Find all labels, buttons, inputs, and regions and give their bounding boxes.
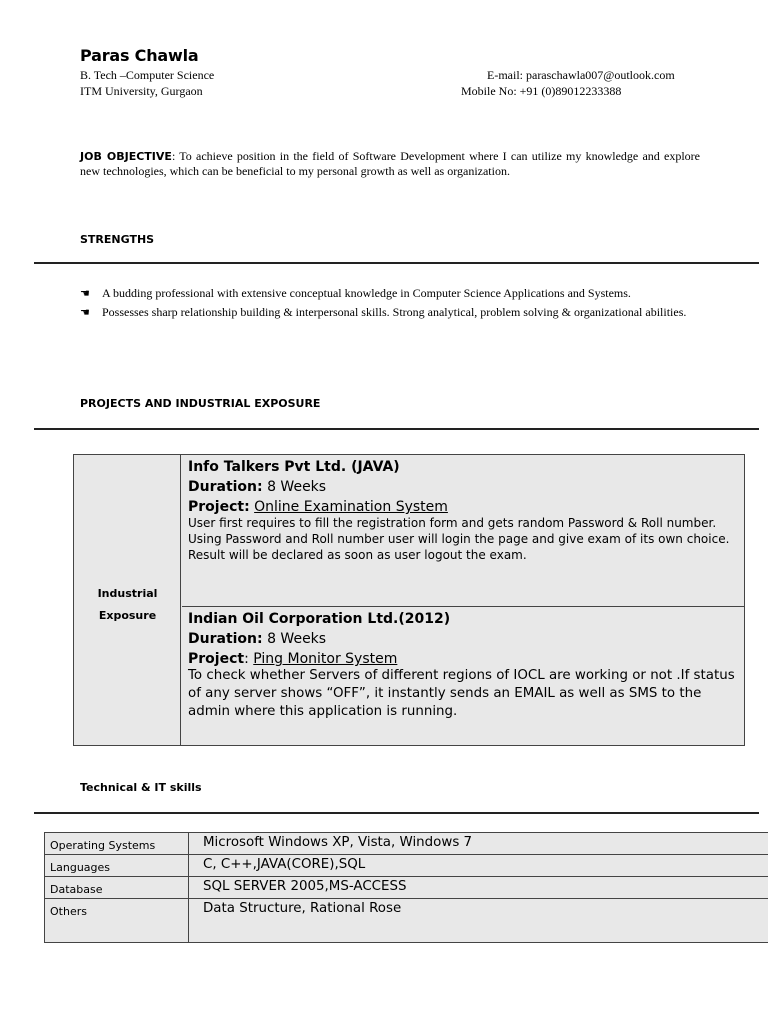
pointing-hand-icon: ☚ bbox=[80, 306, 90, 319]
table-row bbox=[45, 899, 768, 943]
skill-value: Microsoft Windows XP, Vista, Windows 7 bbox=[189, 833, 768, 855]
skill-key: Database bbox=[45, 877, 189, 899]
skill-key: Operating Systems bbox=[45, 833, 189, 855]
job-objective bbox=[80, 149, 700, 179]
exposure-label-line1: Industrial bbox=[97, 587, 158, 600]
strengths-heading: STRENGTHS bbox=[80, 233, 155, 246]
list-item: ☚ A budding professional with extensive conceptual knowledge in Computer Science Applications and Systems. bbox=[80, 286, 631, 300]
objective-label: JOB OBJECTIVE bbox=[80, 150, 172, 163]
project-line: Project: Online Examination System bbox=[188, 499, 448, 515]
skill-value: SQL SERVER 2005,MS-ACCESS bbox=[189, 877, 768, 899]
projects-heading: PROJECTS AND INDUSTRIAL EXPOSURE bbox=[80, 397, 321, 410]
project-description: To check whether Servers of different regions of IOCL are working or not .If status of any server shows “OFF”, it instantly sends an EMAIL as well as SMS to the admin where this application is running. bbox=[188, 668, 735, 719]
industrial-exposure-table bbox=[73, 454, 745, 746]
skill-value: C, C++,JAVA(CORE),SQL bbox=[189, 855, 768, 877]
table-row bbox=[45, 877, 768, 899]
strengths-list bbox=[80, 286, 702, 324]
list-item: ☚ Possesses sharp relationship building & interpersonal skills. Strong analytical, problem solving & organizational abilities. bbox=[80, 305, 687, 319]
duration: Duration: 8 Weeks bbox=[188, 631, 327, 647]
project-line: Project: Ping Monitor System bbox=[188, 651, 398, 667]
table-row bbox=[45, 855, 768, 877]
skills-table bbox=[44, 832, 768, 943]
project-entry bbox=[182, 455, 744, 607]
skills-heading: Technical & IT skills bbox=[80, 781, 202, 794]
exposure-label-cell bbox=[74, 455, 181, 745]
candidate-name: Paras Chawla bbox=[80, 46, 199, 65]
degree: B. Tech –Computer Science bbox=[80, 68, 215, 82]
duration: Duration: 8 Weeks bbox=[188, 479, 327, 495]
section-divider bbox=[34, 812, 759, 814]
university: ITM University, Gurgaon bbox=[80, 84, 203, 98]
company-name: Indian Oil Corporation Ltd.(2012) bbox=[188, 611, 451, 627]
section-divider bbox=[34, 262, 759, 264]
mobile: Mobile No: +91 (0)89012233388 bbox=[461, 84, 622, 98]
project-entry bbox=[182, 607, 744, 746]
skill-key: Languages bbox=[45, 855, 189, 877]
email: E-mail: paraschawla007@outlook.com bbox=[487, 68, 675, 82]
project-name: Ping Monitor System bbox=[253, 651, 398, 667]
skill-value: Data Structure, Rational Rose bbox=[189, 899, 768, 943]
skill-key: Others bbox=[45, 899, 189, 943]
section-divider bbox=[34, 428, 759, 430]
table-row bbox=[45, 833, 768, 855]
objective-text: : To achieve position in the field of Software Development where I can utilize my knowledge and explore new technologies, which can be beneficial to my personal growth as well as organization. bbox=[80, 149, 700, 178]
exposure-label-line2: Exposure bbox=[98, 609, 157, 622]
company-name: Info Talkers Pvt Ltd. (JAVA) bbox=[188, 459, 400, 475]
pointing-hand-icon: ☚ bbox=[80, 287, 90, 300]
project-name: Online Examination System bbox=[254, 499, 448, 515]
project-description: User first requires to fill the registration form and gets random Password & Roll number. Using Password and Roll number user will login the page and give exam of its own choice. Result will be declared as soon as user logout the exam. bbox=[188, 516, 730, 562]
